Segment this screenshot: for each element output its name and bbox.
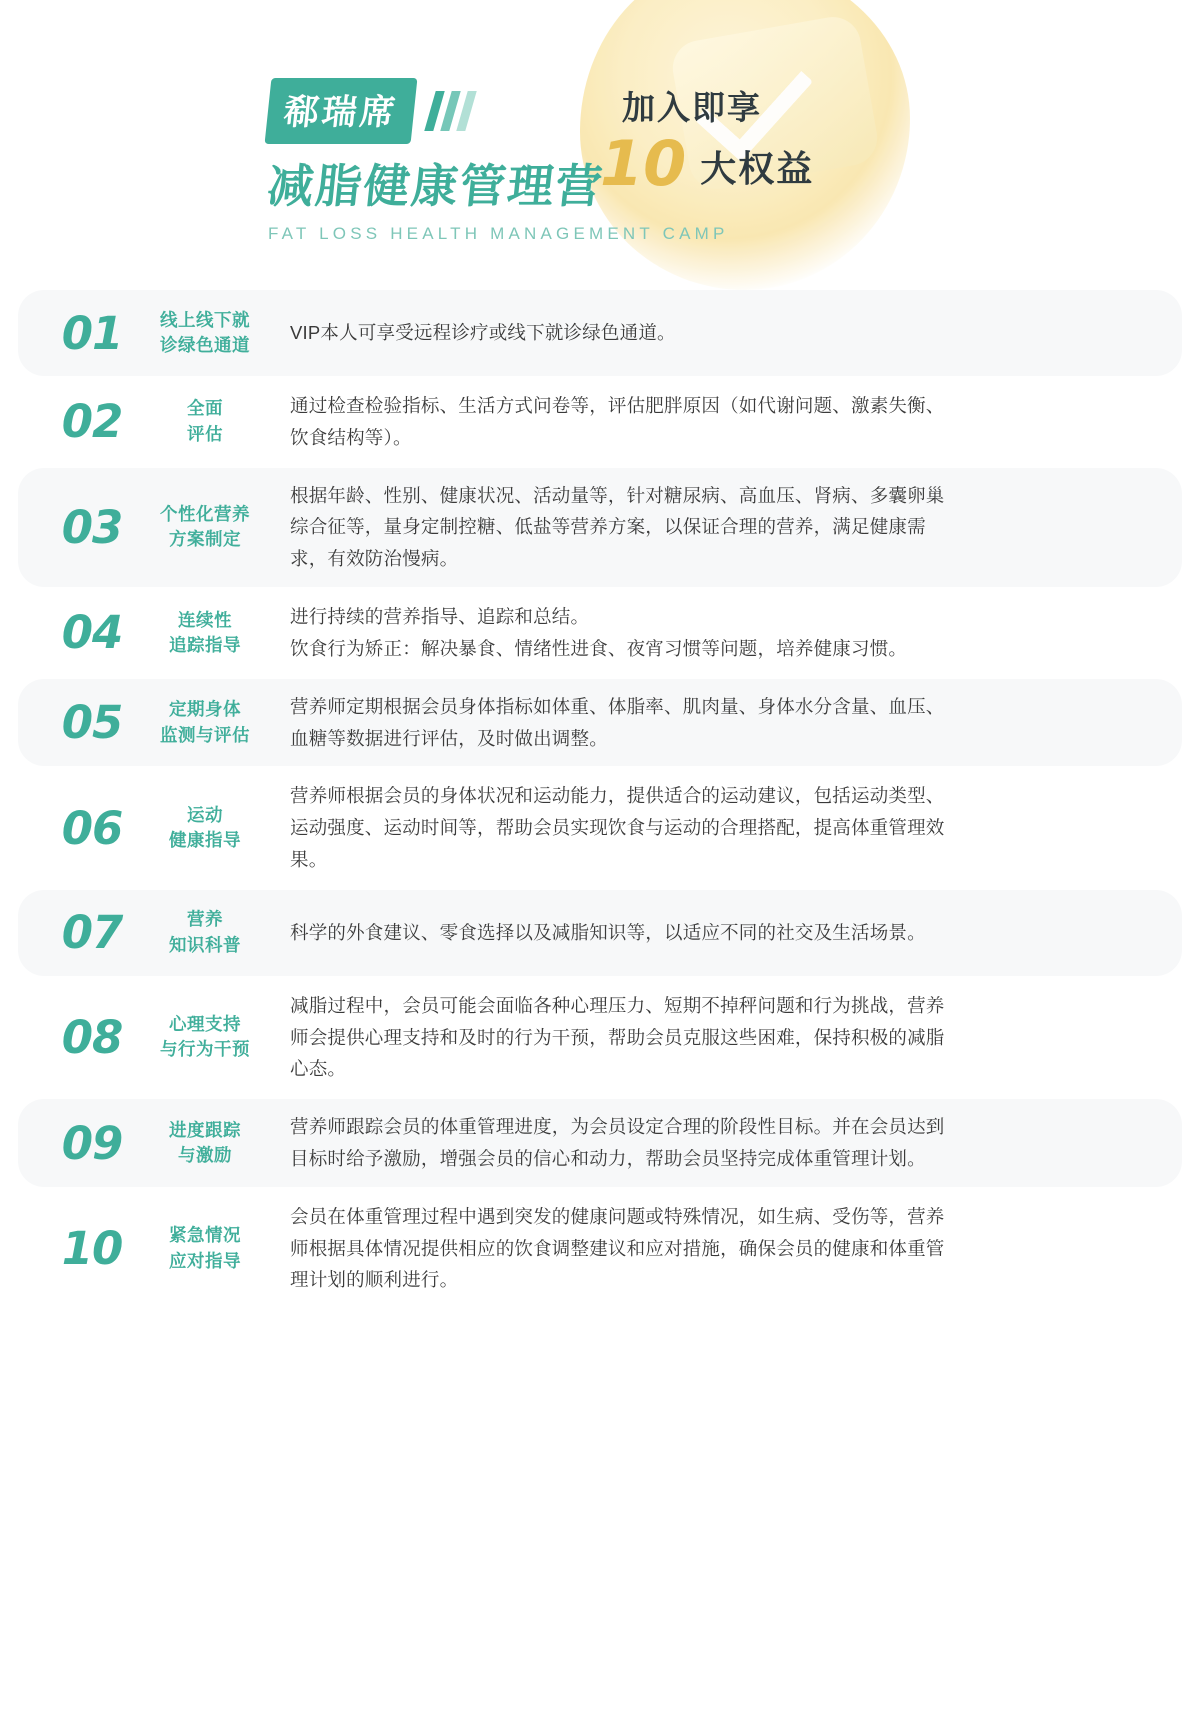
headline-bottom-row xyxy=(600,127,900,200)
benefit-title-line: 与激励 xyxy=(178,1145,232,1165)
benefit-title xyxy=(148,907,268,958)
benefit-number: 05 xyxy=(61,696,123,749)
benefit-description xyxy=(268,1111,1156,1175)
benefit-description xyxy=(268,317,1156,349)
benefit-description-line: 血糖等数据进行评估，及时做出调整。 xyxy=(290,727,608,749)
benefit-description-line: 会员在体重管理过程中遇到突发的健康问题或特殊情况，如生病、受伤等，营养 xyxy=(290,1205,945,1227)
benefit-title-line: 应对指导 xyxy=(169,1250,241,1271)
benefit-title-line: 监测与评估 xyxy=(160,724,250,745)
page-header xyxy=(0,0,1200,290)
benefit-number: 08 xyxy=(61,1010,123,1064)
benefit-number: 03 xyxy=(61,500,123,554)
benefit-title-line: 评估 xyxy=(187,423,223,444)
benefit-title-line: 营养 xyxy=(187,909,223,930)
benefit-description-line: 目标时给予激励，增强会员的信心和动力，帮助会员坚持完成体重管理计划。 xyxy=(290,1148,926,1169)
benefit-description xyxy=(268,780,1156,875)
benefit-description-line: 饮食结构等）。 xyxy=(290,426,412,448)
benefit-title-line: 进度跟踪 xyxy=(169,1119,241,1140)
brand-title: 减脂健康管理营 xyxy=(264,159,607,213)
benefit-title-line: 方案制定 xyxy=(169,529,241,550)
benefit-description-line: 求，有效防治慢病。 xyxy=(290,548,459,570)
benefit-title-line: 定期身体 xyxy=(169,699,241,720)
benefit-title xyxy=(148,396,268,447)
benefit-row xyxy=(18,1189,1182,1308)
benefit-row xyxy=(18,890,1182,976)
benefit-number: 06 xyxy=(61,801,123,855)
benefit-title-line: 运动 xyxy=(187,804,223,825)
benefit-row xyxy=(18,468,1182,587)
benefit-row xyxy=(18,290,1182,376)
benefit-title-line: 紧急情况 xyxy=(169,1225,241,1246)
benefit-title-line: 个性化营养 xyxy=(160,503,250,524)
benefit-description-line: 通过检查检验指标、生活方式问卷等，评估肥胖原因（如代谢问题、激素失衡、 xyxy=(290,395,945,416)
benefit-description-line: 综合征等，量身定制控糖、低盐等营养方案，以保证合理的营养，满足健康需 xyxy=(290,516,926,538)
benefit-description-line: 进行持续的营养指导、追踪和总结。 xyxy=(290,606,590,628)
benefit-description-line: 师会提供心理支持和及时的行为干预，帮助会员克服这些困难，保持积极的减脂 xyxy=(290,1026,945,1048)
benefit-title xyxy=(148,1118,268,1169)
benefit-description-line: 科学的外食建议、零食选择以及减脂知识等，以适应不同的社交及生活场景。 xyxy=(290,921,926,943)
benefit-title-line: 连续性 xyxy=(178,609,232,630)
benefit-title xyxy=(148,1223,268,1274)
benefit-description xyxy=(268,390,1156,454)
headline-top-text: 加入即享 xyxy=(622,89,762,126)
benefit-title-line: 心理支持 xyxy=(169,1014,241,1035)
benefit-description-line: 心态。 xyxy=(290,1058,347,1080)
benefit-number: 10 xyxy=(61,1222,123,1276)
benefit-row xyxy=(18,978,1182,1097)
benefit-number: 04 xyxy=(61,606,123,660)
benefit-description-line: 营养师根据会员的身体状况和运动能力，提供适合的运动建议，包括运动类型、 xyxy=(290,785,945,807)
benefit-description xyxy=(268,480,1156,575)
benefit-title xyxy=(148,608,268,659)
benefit-title-line: 全面 xyxy=(187,398,223,419)
benefit-row xyxy=(18,589,1182,677)
brand-badge: 郗瑞席 xyxy=(265,78,418,144)
benefit-number: 02 xyxy=(61,395,123,449)
benefit-description-line: 营养师跟踪会员的体重管理进度，为会员设定合理的阶段性目标。并在会员达到 xyxy=(290,1116,945,1138)
slash-decoration-icon xyxy=(430,91,471,131)
benefit-title-line: 诊绿色通道 xyxy=(160,335,250,355)
benefit-description xyxy=(268,990,1156,1085)
benefit-row xyxy=(18,768,1182,887)
benefit-title-line: 与行为干预 xyxy=(160,1039,250,1060)
brand-subtitle: FAT LOSS HEALTH MANAGEMENT CAMP xyxy=(268,224,729,243)
benefit-description-line: VIP本人可享受远程诊疗或线下就诊绿色通道。 xyxy=(290,322,676,344)
benefit-row xyxy=(18,378,1182,466)
benefit-number: 09 xyxy=(61,1116,123,1170)
benefit-description-line: 师根据具体情况提供相应的饮食调整建议和应对措施，确保会员的健康和体重管 xyxy=(290,1237,945,1259)
benefit-title xyxy=(148,308,268,359)
benefit-title-line: 线上线下就 xyxy=(160,309,250,330)
benefit-title-line: 健康指导 xyxy=(169,830,241,851)
benefit-description-line: 果。 xyxy=(290,848,328,870)
benefit-description-line: 营养师定期根据会员身体指标如体重、体脂率、肌肉量、身体水分含量、血压、 xyxy=(290,695,945,717)
benefit-title xyxy=(148,697,268,748)
benefit-number: 01 xyxy=(61,306,123,360)
benefit-description-line: 饮食行为矫正：解决暴食、情绪性进食、夜宵习惯等问题，培养健康习惯。 xyxy=(290,637,908,659)
benefit-description-line: 减脂过程中，会员可能会面临各种心理压力、短期不掉秤问题和行为挑战，营养 xyxy=(290,994,945,1016)
benefit-title-line: 知识科普 xyxy=(169,934,241,955)
benefit-description xyxy=(268,691,1156,755)
benefits-list xyxy=(0,290,1200,1334)
benefit-description-line: 运动强度、运动时间等，帮助会员实现饮食与运动的合理搭配，提高体重管理效 xyxy=(290,817,945,839)
headline-number: 10 xyxy=(600,127,687,200)
benefit-title xyxy=(148,502,268,553)
benefit-description-line: 根据年龄、性别、健康状况、活动量等，针对糖尿病、高血压、肾病、多囊卵巢 xyxy=(290,484,945,506)
benefit-description xyxy=(268,917,1156,949)
benefit-title xyxy=(148,803,268,854)
benefit-description-line: 理计划的顺利进行。 xyxy=(290,1269,459,1291)
headline-label: 大权益 xyxy=(700,148,815,189)
benefit-title xyxy=(148,1012,268,1063)
benefit-row xyxy=(18,1099,1182,1187)
benefit-row xyxy=(18,679,1182,767)
benefit-description xyxy=(268,601,1156,665)
benefit-description xyxy=(268,1201,1156,1296)
headline-block xyxy=(600,82,900,200)
benefit-title-line: 追踪指导 xyxy=(169,634,241,655)
benefit-number: 07 xyxy=(61,906,123,960)
